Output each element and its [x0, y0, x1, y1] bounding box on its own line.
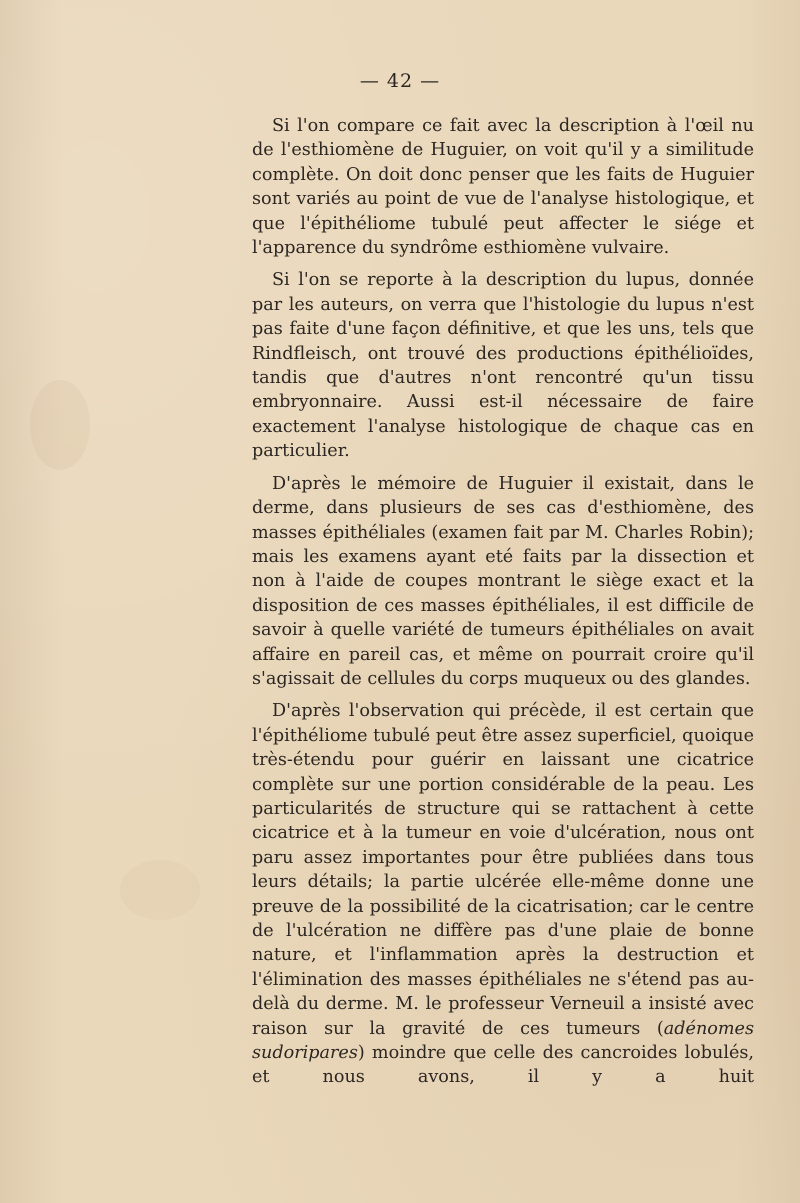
- paragraph-4: [252, 699, 754, 1090]
- paper-stain: [30, 380, 90, 470]
- body-text: [252, 114, 754, 1090]
- paragraph-4-text-before: D'après l'observation qui précède, il est certain que l'épithéliome tubulé peut être assez superficiel, quoique très-étendu pour guérir en laissant une cicatrice complète sur une portion considérable de la peau. Les particularités de structure qui se rattachent à cette cicatrice et à la tumeur en voie d'ulcération, nous ont paru assez importantes pour être publiées dans tous leurs détails; la partie ulcérée elle-même donne une preuve de la possibilité de la cicatrisation; car le centre de l'ulcération ne diffère pas d'une plaie de bonne nature, et l'inflammation après la destruction et l'élimination des masses épithéliales ne s'étend pas au-delà du derme. M. le professeur Verneuil a insisté avec raison sur la gravité de ces tumeurs (: [252, 701, 754, 1039]
- paragraph-2: Si l'on se reporte à la description du lupus, donnée par les auteurs, on verra que l'histologie du lupus n'est pas faite d'une façon définitive, et que les uns, tels que Rindfleisch, ont trouvé des productions épithélioïdes, tandis que d'autres n'ont rencontré qu'un tissu embryonnaire. Aussi est-il nécessaire de faire exactement l'analyse histologique de chaque cas en particulier.: [252, 270, 754, 462]
- paragraph-4-text-after: ) moindre que celle des cancroides lobulés, et nous avons, il y a huit: [252, 1043, 754, 1088]
- paragraph-1: Si l'on compare ce fait avec la description à l'œil nu de l'esthiomène de Huguier, on voit qu'il y a similitude complète. On doit donc penser que les faits de Huguier sont variés au point de vue de l'analyse histologique, et que l'épithéliome tubulé peut affecter le siége et l'apparence du syndrôme esthiomène vulvaire.: [252, 116, 754, 259]
- paper-stain: [120, 860, 200, 920]
- page-number: — 42 —: [359, 70, 441, 92]
- paragraph-3: D'après le mémoire de Huguier il existait, dans le derme, dans plusieurs de ses cas d'esthiomène, des masses épithéliales (examen fait par M. Charles Robin); mais les examens ayant eté faits par la dissection et non à l'aide de coupes montrant le siège exact et la disposition de ces masses épithéliales, il est difficile de savoir à quelle variété de tumeurs épithéliales on avait affaire en pareil cas, et même on pourrait croire qu'il s'agissait de cellules du corps muqueux ou des glandes.: [252, 473, 754, 689]
- paragraph-4-italic-term: adénomes sudoripares: [252, 1018, 754, 1064]
